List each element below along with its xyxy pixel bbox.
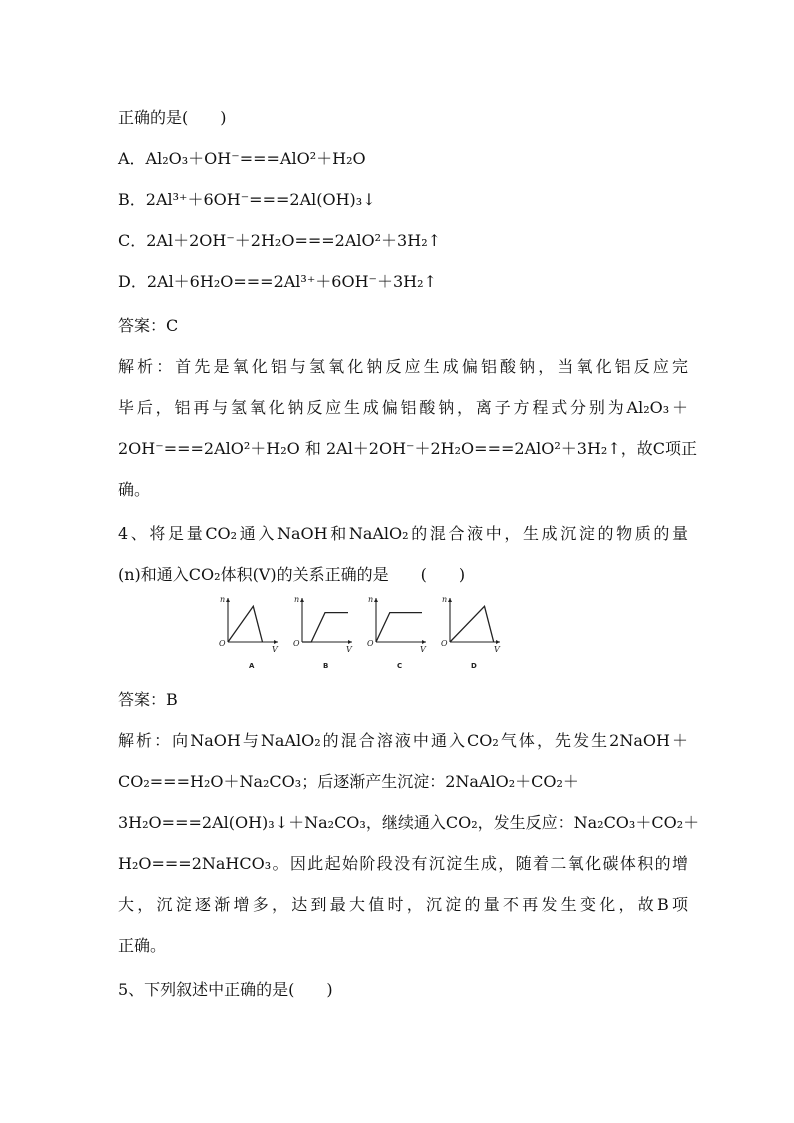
y-axis-label: n — [442, 595, 448, 604]
x-axis-label: V — [346, 645, 352, 654]
origin-label: O — [293, 639, 300, 648]
question-4-line: (n)和通入CO₂体积(V)的关系正确的是 ( ) — [118, 565, 466, 584]
question-4-line: 4、将足量CO₂通入NaOH和NaAlO₂的混合液中，生成沉淀的物质的量 — [118, 524, 688, 543]
graph-panel-c — [367, 595, 427, 670]
x-axis-arrow — [348, 640, 352, 644]
explanation-line: H₂O===2NaHCO₃。因此起始阶段没有沉淀生成，随着二氧化碳体积的增 — [118, 854, 688, 873]
graph-panel-a — [219, 595, 279, 670]
explanation-line: 毕后，铝再与氢氧化钠反应生成偏铝酸钠，离子方程式分别为Al₂O₃＋ — [118, 398, 688, 417]
graph-curve — [228, 606, 263, 642]
text-line: 正确的是( ) — [118, 108, 227, 127]
y-axis-arrow — [448, 598, 452, 602]
explanation-line: 正确。 — [118, 936, 167, 955]
explanation-line: 解析：向NaOH与NaAlO₂的混合溶液中通入CO₂气体，先发生2NaOH＋ — [118, 731, 688, 750]
y-axis-arrow — [226, 598, 230, 602]
option-a: A．Al₂O₃＋OH⁻===AlO²＋H₂O — [118, 149, 366, 168]
x-axis-arrow — [496, 640, 500, 644]
graph-panel-d — [441, 595, 501, 670]
option-d: D．2Al＋6H₂O===2Al³⁺＋6OH⁻＋3H₂↑ — [118, 272, 437, 291]
option-b: B．2Al³⁺＋6OH⁻===2Al(OH)₃↓ — [118, 190, 376, 209]
answer-label: 答案：B — [118, 690, 178, 709]
explanation-line: 解析：首先是氧化铝与氢氧化钠反应生成偏铝酸钠，当氧化铝反应完 — [118, 357, 688, 376]
explanation-line: 确。 — [118, 480, 151, 499]
graph-option-label: A — [249, 662, 255, 670]
option-c: C．2Al＋2OH⁻＋2H₂O===2AlO²＋3H₂↑ — [118, 231, 442, 250]
graph-option-label: B — [323, 662, 329, 670]
x-axis-arrow — [274, 640, 278, 644]
y-axis-label: n — [368, 595, 374, 604]
y-axis-label: n — [220, 595, 226, 604]
origin-label: O — [367, 639, 374, 648]
graph-options-figure — [212, 594, 502, 674]
explanation-line: CO₂===H₂O＋Na₂CO₃；后逐渐产生沉淀：2NaAlO₂＋CO₂＋ — [118, 772, 579, 791]
graph-curve — [376, 613, 422, 642]
y-axis-arrow — [300, 598, 304, 602]
origin-label: O — [219, 639, 226, 648]
question-5-line: 5、下列叙述中正确的是( ) — [118, 980, 333, 999]
x-axis-label: V — [494, 645, 500, 654]
explanation-line: 大，沉淀逐渐增多，达到最大值时，沉淀的量不再发生变化，故B项 — [118, 895, 688, 914]
x-axis-label: V — [272, 645, 278, 654]
graph-curve — [450, 606, 494, 642]
graph-curve — [302, 613, 348, 642]
x-axis-label: V — [420, 645, 426, 654]
explanation-line: 2OH⁻===2AlO²＋H₂O 和 2Al＋2OH⁻＋2H₂O===2AlO²＋3H₂↑，故C项正 — [118, 439, 697, 458]
graph-option-label: C — [397, 662, 403, 670]
origin-label: O — [441, 639, 448, 648]
graph-option-label: D — [471, 662, 477, 670]
answer-label: 答案：C — [118, 316, 179, 335]
explanation-line: 3H₂O===2Al(OH)₃↓＋Na₂CO₃，继续通入CO₂，发生反应：Na₂CO₃＋CO₂＋ — [118, 813, 700, 832]
x-axis-arrow — [422, 640, 426, 644]
y-axis-label: n — [294, 595, 300, 604]
y-axis-arrow — [374, 598, 378, 602]
graph-panel-b — [293, 595, 353, 670]
